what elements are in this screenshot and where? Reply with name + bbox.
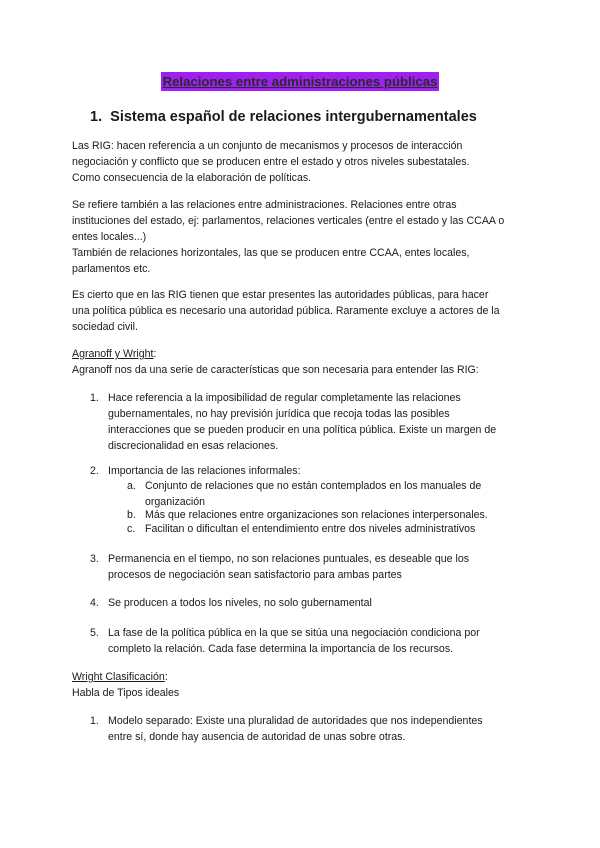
list-number: 1. xyxy=(90,392,99,404)
text-line: Hace referencia a la imposibilidad de regular completamente las relaciones xyxy=(108,392,461,404)
section-number: 1. xyxy=(90,109,103,125)
text-line: sociedad civil. xyxy=(72,321,138,333)
intro-paragraph-3 xyxy=(72,287,532,335)
text-line: Modelo separado: Existe una pluralidad de autoridades que nos independientes xyxy=(108,715,483,727)
text-line: parlamentos etc. xyxy=(72,263,151,275)
label-colon: : xyxy=(153,348,157,360)
title-wrap xyxy=(0,72,600,91)
text-line: Se producen a todos los niveles, no solo gubernamental xyxy=(108,597,372,609)
agranoff-section-label xyxy=(72,346,532,378)
text-line: gubernamentales, no hay previsión jurídica que recoja todas las posibles xyxy=(108,408,450,420)
text-line: También de relaciones horizontales, las que se producen entre CCAA, entes locales, xyxy=(72,247,470,259)
text-line: Es cierto que en las RIG tienen que estar presentes las autoridades públicas, para hacer xyxy=(72,289,489,301)
list-number: 4. xyxy=(90,597,99,609)
text-line: organización xyxy=(145,496,206,508)
wright-intro: Habla de Tipos ideales xyxy=(72,687,180,699)
text-line: instituciones del estado, ej: parlamentos, relaciones verticales (entre el estado y las CCAA o xyxy=(72,215,505,227)
wright-label: Wright Clasificación xyxy=(72,671,165,683)
text-line: Se refiere también a las relaciones entre administraciones. Relaciones entre otras xyxy=(72,199,457,211)
text-line: La fase de la política pública en la que se sitúa una negociación condiciona por xyxy=(108,627,480,639)
text-line: procesos de negociación sean satisfactorio para ambas partes xyxy=(108,569,402,581)
text-line: una política pública es necesario una autoridad pública. Raramente excluye a actores de la xyxy=(72,305,500,317)
sub-list-letter: b. xyxy=(127,509,136,521)
text-line: Permanencia en el tiempo, no son relaciones puntuales, es deseable que los xyxy=(108,553,470,565)
section-heading xyxy=(90,108,477,126)
list-number: 5. xyxy=(90,627,99,639)
list-number: 1. xyxy=(90,715,99,727)
text-line: discrecionalidad en esas relaciones. xyxy=(108,440,279,452)
list-number: 2. xyxy=(90,465,99,477)
agranoff-intro: Agranoff nos da una serie de características que son necesaria para entender las RIG: xyxy=(72,364,479,376)
section-title: Sistema español de relaciones intergubernamentales xyxy=(110,109,477,125)
intro-paragraph-2 xyxy=(72,197,532,277)
intro-paragraph-1 xyxy=(72,138,532,186)
text-line: Más que relaciones entre organizaciones son relaciones interpersonales. xyxy=(145,509,488,521)
sub-list-letter: c. xyxy=(127,523,136,535)
text-line: Como consecuencia de la elaboración de políticas. xyxy=(72,172,312,184)
text-line: entre sí, donde hay ausencia de autoridad de unas sobre otras. xyxy=(108,731,406,743)
label-colon: : xyxy=(164,671,168,683)
document-title: Relaciones entre administraciones públicas xyxy=(162,74,438,89)
text-line: entes locales...) xyxy=(72,231,147,243)
text-line: negociación y conflicto que se producen entre el estado y otros niveles subestatales. xyxy=(72,156,470,168)
text-line: Importancia de las relaciones informales: xyxy=(108,465,301,477)
agranoff-label: Agranoff y Wright xyxy=(72,348,154,360)
list-number: 3. xyxy=(90,553,99,565)
text-line: Las RIG: hacen referencia a un conjunto de mecanismos y procesos de interacción xyxy=(72,140,463,152)
sub-list-letter: a. xyxy=(127,480,136,492)
wright-section-label xyxy=(72,669,532,701)
text-line: Conjunto de relaciones que no están contemplados en los manuales de xyxy=(145,480,482,492)
text-line: interacciones que se pueden producir en una política pública. Existe un margen de xyxy=(108,424,497,436)
text-line: Facilitan o dificultan el entendimiento entre dos niveles administrativos xyxy=(145,523,476,535)
text-line: completo la relación. Cada fase determina la importancia de los recursos. xyxy=(108,643,454,655)
